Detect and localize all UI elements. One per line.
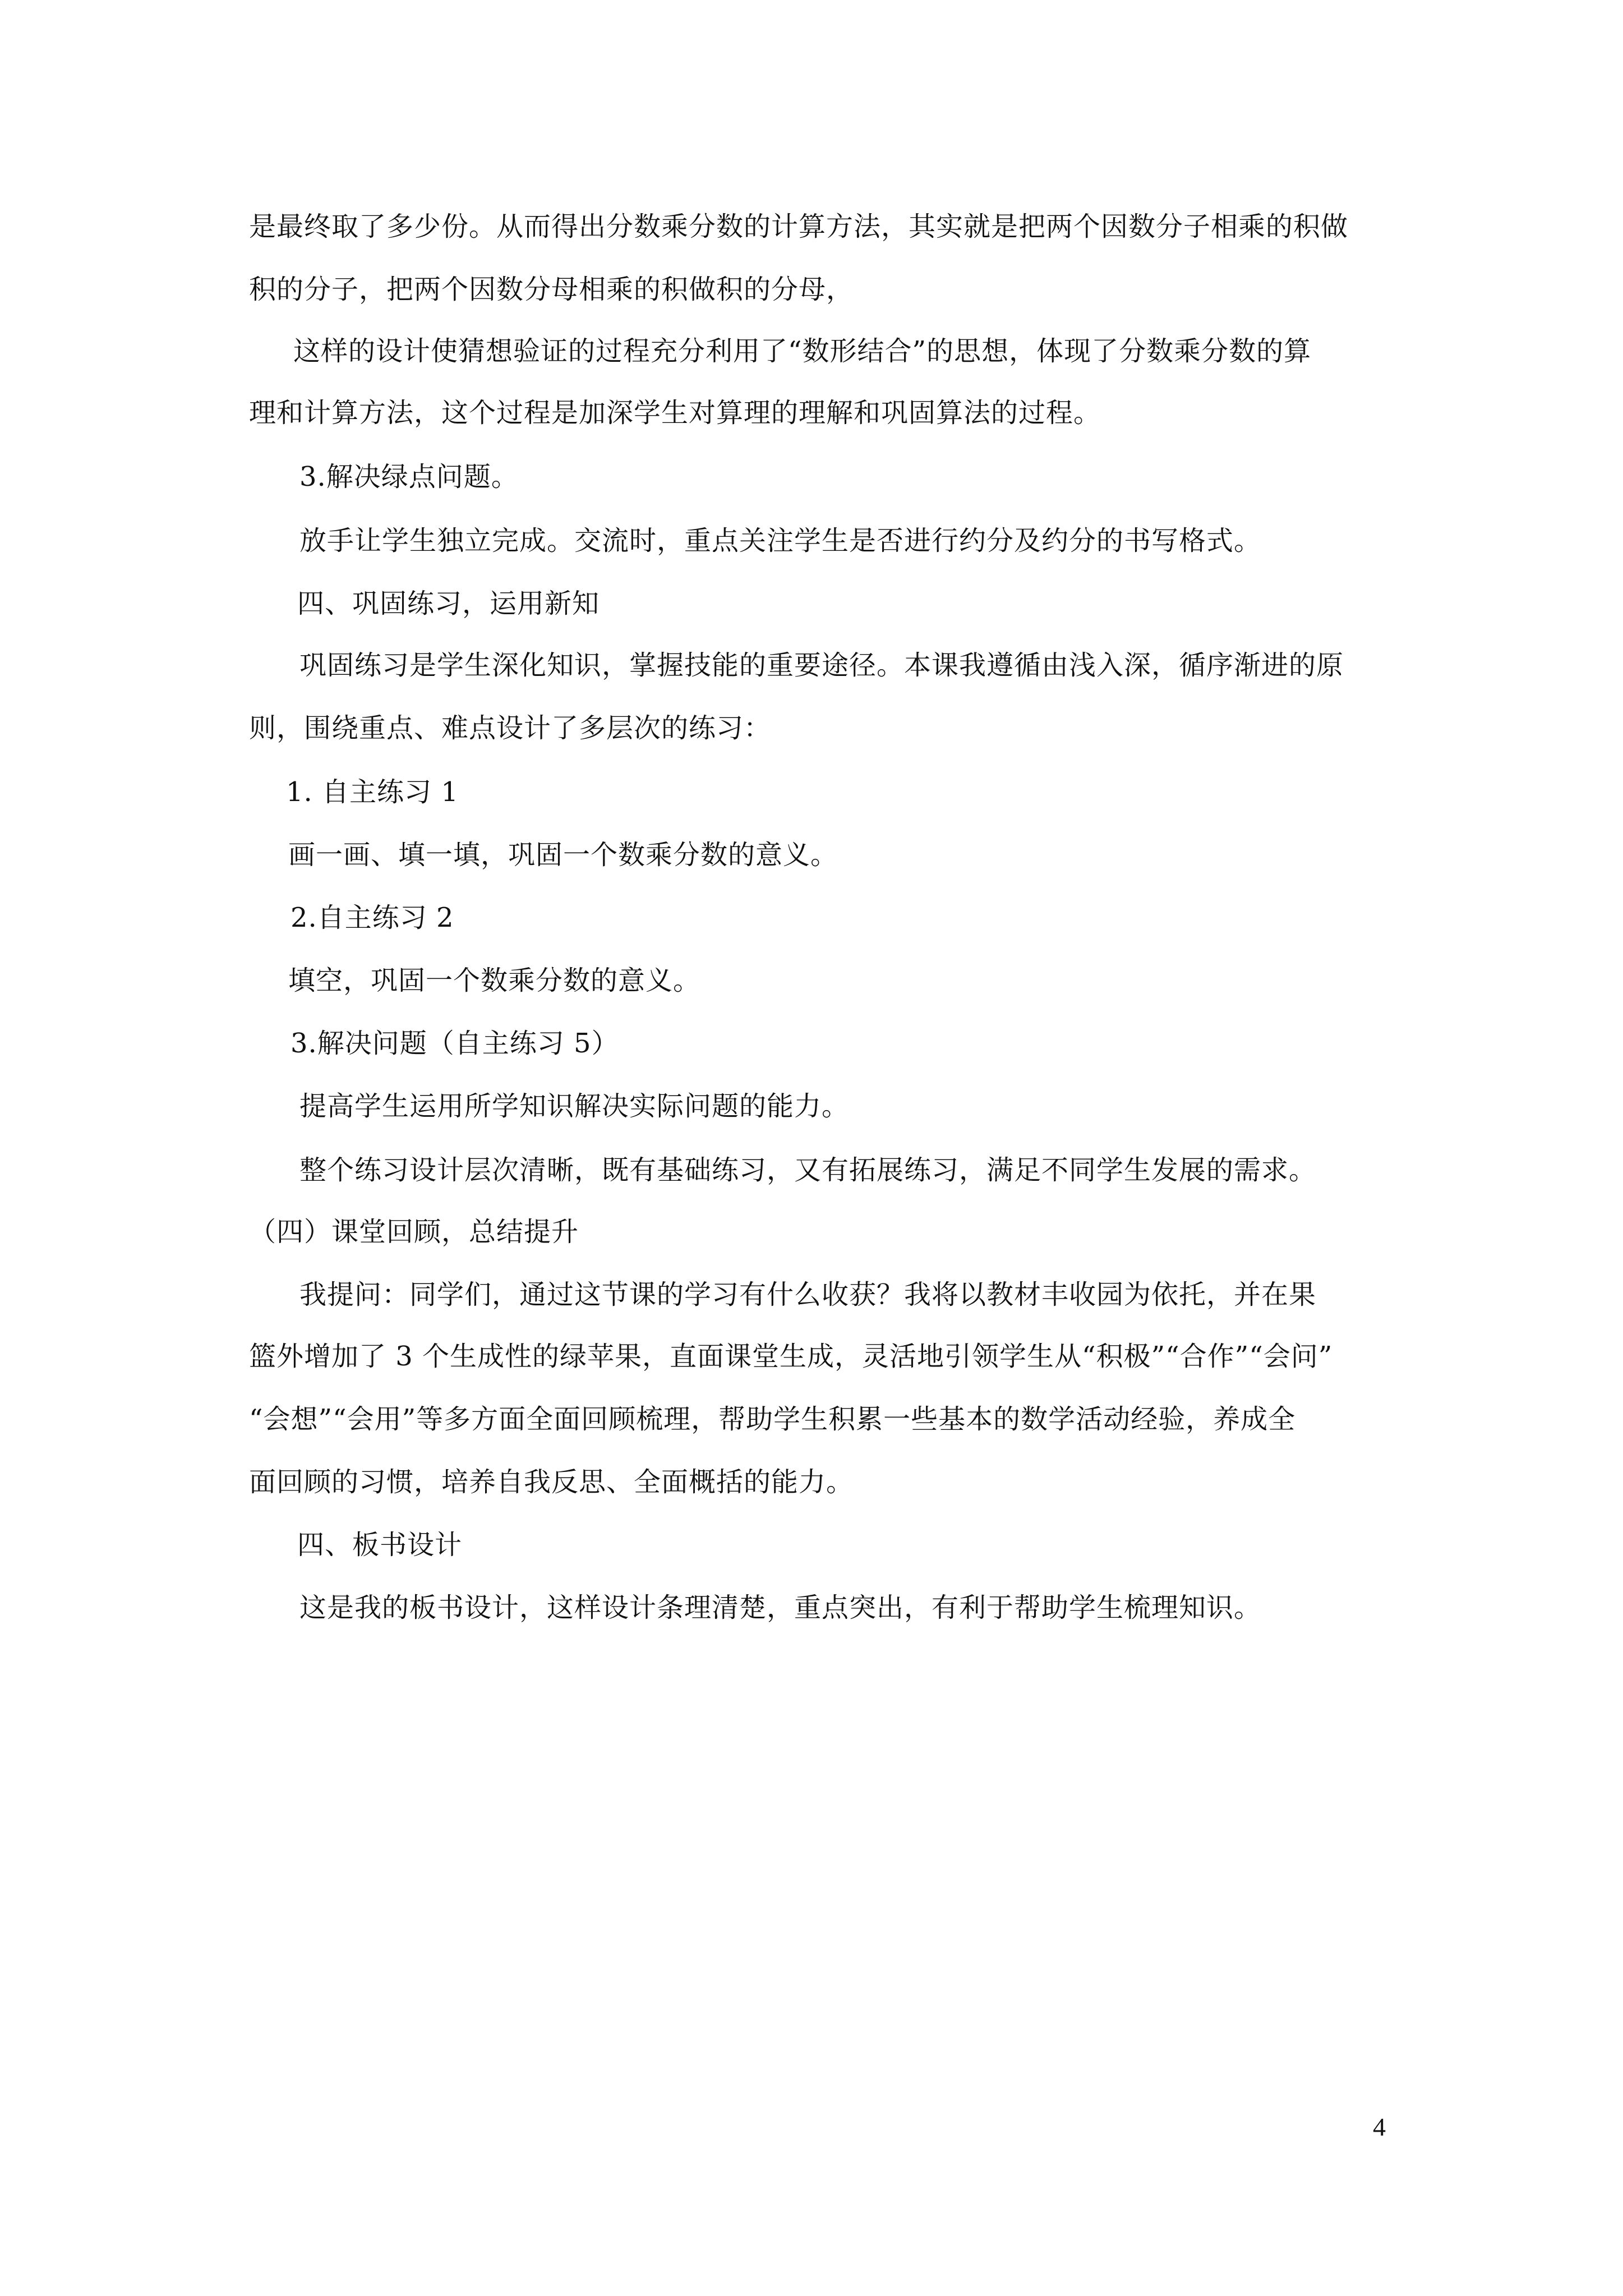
exercise-description-1: 画一画、填一填，巩固一个数乘分数的意义。	[288, 839, 838, 871]
paragraph-line-2: 积的分子，把两个因数分母相乘的积做积的分母，	[249, 274, 854, 305]
exercise-description-2: 填空，巩固一个数乘分数的意义。	[288, 965, 701, 996]
section-item-solve-green-dot: 3.解决绿点问题。	[299, 461, 519, 493]
paragraph-line-1: 是最终取了多少份。从而得出分数乘分数的计算方法，其实就是把两个因数分子相乘的积做	[249, 211, 1349, 242]
section-heading-consolidation: 四、巩固练习，运用新知	[297, 588, 600, 619]
exercise-item-2: 2.自主练习 2	[291, 902, 454, 933]
paragraph-line-23: 这是我的板书设计，这样设计条理清楚，重点突出，有利于帮助学生梳理知识。	[299, 1592, 1262, 1623]
paragraph-line-3: 这样的设计使猜想验证的过程充分利用了“数形结合”的思想，体现了分数乘分数的算	[293, 335, 1312, 367]
exercise-item-3: 3.解决问题（自主练习 5）	[291, 1028, 619, 1059]
paragraph-line-9: 则，围绕重点、难点设计了多层次的练习：	[249, 712, 772, 744]
paragraph-line-21: 面回顾的习惯，培养自我反思、全面概括的能力。	[249, 1466, 854, 1498]
section-heading-review: （四）课堂回顾，总结提升	[249, 1216, 579, 1248]
paragraph-line-6: 放手让学生独立完成。交流时，重点关注学生是否进行约分及约分的书写格式。	[299, 525, 1262, 556]
paragraph-line-20: “会想”“会用”等多方面全面回顾梳理，帮助学生积累一些基本的数学活动经验，养成全	[249, 1404, 1296, 1435]
paragraph-line-19: 篮外增加了 3 个生成性的绿苹果，直面课堂生成，灵活地引领学生从“积极”“合作”“会问”	[249, 1341, 1333, 1372]
paragraph-line-4: 理和计算方法，这个过程是加深学生对算理的理解和巩固算法的过程。	[249, 397, 1101, 429]
exercise-item-1: 1. 自主练习 1	[286, 776, 459, 808]
paragraph-line-8: 巩固练习是学生深化知识，掌握技能的重要途径。本课我遵循由浅入深，循序渐进的原	[299, 650, 1344, 681]
page-number: 4	[1373, 2113, 1386, 2141]
exercise-description-3: 提高学生运用所学知识解决实际问题的能力。	[299, 1091, 850, 1122]
paragraph-line-16: 整个练习设计层次清晰，既有基础练习，又有拓展练习，满足不同学生发展的需求。	[299, 1154, 1317, 1186]
section-heading-board-design: 四、板书设计	[297, 1529, 463, 1561]
paragraph-line-18: 我提问：同学们，通过这节课的学习有什么收获？我将以教材丰收园为依托，并在果	[299, 1279, 1317, 1310]
